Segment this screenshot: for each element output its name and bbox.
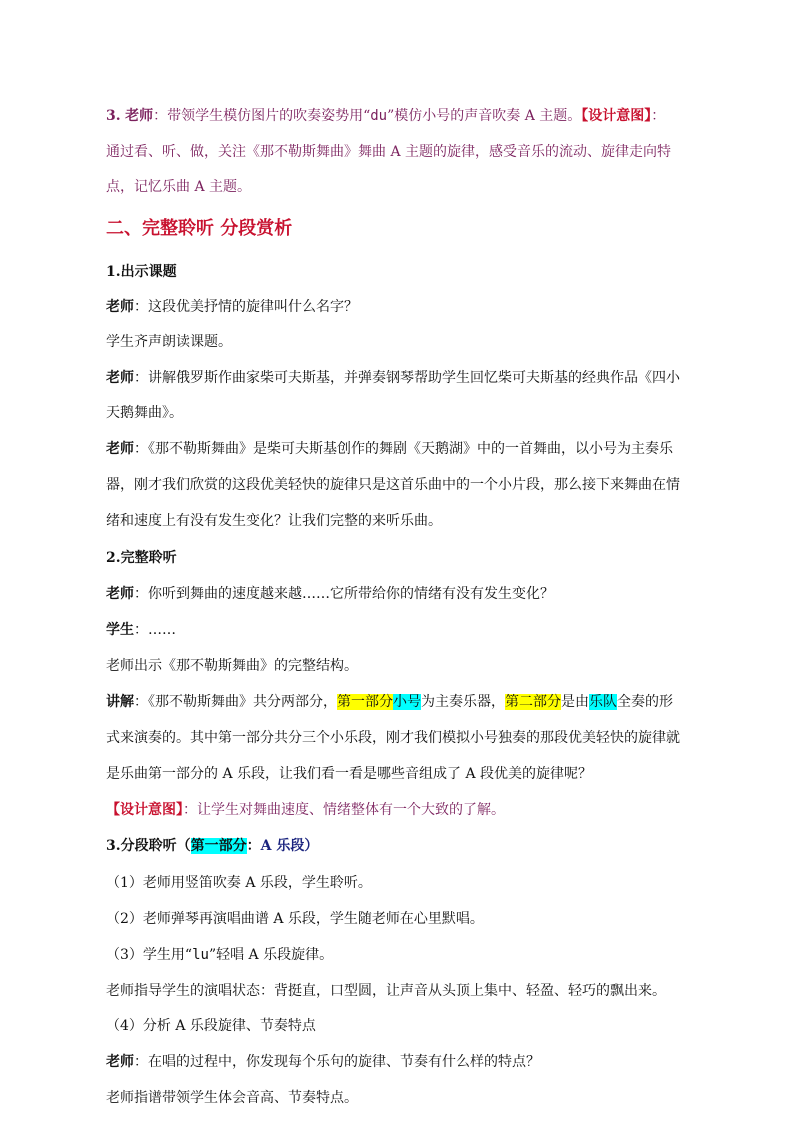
paragraph-line: 天鹅舞曲》。 bbox=[106, 405, 183, 421]
dialogue-line bbox=[106, 584, 696, 604]
dialogue-line bbox=[106, 297, 696, 317]
paragraph-line: 学生齐声朗读课题。 bbox=[106, 334, 232, 350]
subsection-text: 3.分段聆听（ bbox=[106, 838, 191, 854]
paragraph-line: 点，记忆乐曲 A 主题。 bbox=[106, 179, 252, 195]
paragraph-line: 式来演奏的。其中第一部分共分三个小乐段，刚才我们模拟小号独奏的那段优美轻快的旋律就 bbox=[106, 730, 680, 746]
dialogue-line bbox=[106, 439, 696, 459]
dialogue-text: ：…… bbox=[134, 622, 176, 638]
dialogue-line bbox=[106, 620, 696, 640]
dialogue-text: ：在唱的过程中，你发现每个乐句的旋律、节奏有什么样的特点？ bbox=[134, 1054, 540, 1070]
highlight-part-two: 第二部分 bbox=[505, 694, 561, 710]
speaker-label: 学生 bbox=[106, 622, 134, 638]
paragraph-line: 绪和速度上有没有发生变化？让我们完整的来听乐曲。 bbox=[106, 513, 442, 529]
paragraph-line: 通过看、听、做，关注《那不勒斯舞曲》舞曲 A 主题的旋律，感受音乐的流动、旋律走向特 bbox=[106, 144, 672, 160]
highlight-band: 乐队 bbox=[589, 694, 617, 710]
paragraph-line: 老师指导学生的演唱状态：背挺直，口型圆，让声音从头顶上集中、轻盈、轻巧的飘出来。 bbox=[106, 983, 666, 999]
dialogue-text: 是由 bbox=[561, 694, 589, 710]
highlight-trumpet: 小号 bbox=[393, 694, 421, 710]
list-item: （2）老师弹琴再演唱曲谱 A 乐段，学生随老师在心里默唱。 bbox=[106, 911, 484, 927]
design-intent-label: 【设计意图】 bbox=[581, 108, 652, 124]
list-item bbox=[106, 945, 696, 965]
design-intent-label: 【设计意图】 bbox=[106, 802, 183, 818]
dialogue-text: ：你听到舞曲的速度越来越……它所带给你的情绪有没有发生变化？ bbox=[134, 586, 554, 602]
paragraph-step3 bbox=[106, 106, 696, 126]
dialogue-text: ：讲解俄罗斯作曲家柴可夫斯基，并弹奏钢琴帮助学生回忆柴可夫斯基的经典作品《四小 bbox=[134, 370, 680, 386]
speaker-label: 讲解 bbox=[106, 694, 134, 710]
paragraph-text: ”模仿小号的声音吹奏 A 主题。 bbox=[387, 108, 582, 124]
design-intent-line bbox=[106, 800, 696, 820]
speaker-label: 老师 bbox=[106, 1054, 134, 1070]
paragraph-line: 老师出示《那不勒斯舞曲》的完整结构。 bbox=[106, 658, 358, 674]
speaker-label: 老师 bbox=[106, 370, 134, 386]
syllable-text: du bbox=[370, 108, 388, 124]
step-number: 3. bbox=[106, 108, 121, 124]
subsection-title: 2.完整聆听 bbox=[106, 550, 177, 566]
speaker-label: 老师 bbox=[106, 299, 134, 315]
dialogue-text: ：《那不勒斯舞曲》共分两部分， bbox=[134, 694, 337, 710]
speaker-label: 老师 bbox=[106, 441, 134, 457]
dialogue-text: ：《那不勒斯舞曲》是柴可夫斯基创作的舞剧《天鹅湖》中的一首舞曲，以小号为主奏乐 bbox=[134, 441, 673, 457]
paragraph-line: 是乐曲第一部分的 A 乐段，让我们看一看是哪些音组成了 A 段优美的旋律呢？ bbox=[106, 766, 593, 782]
subsection-text: A 乐段） bbox=[260, 838, 319, 854]
subsection-text: ： bbox=[246, 838, 261, 854]
list-item-text: （3）学生用“ bbox=[106, 947, 193, 963]
subsection-title: 1.出示课题 bbox=[106, 264, 177, 280]
speaker-label: 老师 bbox=[106, 586, 134, 602]
design-intent-text: ：让学生对舞曲速度、情绪整体有一个大致的了解。 bbox=[183, 802, 505, 818]
paragraph-line: 老师指谱带领学生体会音高、节奏特点。 bbox=[106, 1090, 358, 1106]
highlight-part-one: 第一部分 bbox=[190, 838, 247, 854]
speaker-label: 老师 bbox=[125, 108, 154, 124]
syllable-text: lu bbox=[192, 947, 209, 963]
dialogue-text: 全奏的形 bbox=[617, 694, 673, 710]
list-item-text: ”轻唱 A 乐段旋律。 bbox=[208, 947, 334, 963]
dialogue-text: 为主奏乐器， bbox=[421, 694, 505, 710]
list-item: （4）分析 A 乐段旋律、节奏特点 bbox=[106, 1018, 316, 1034]
dialogue-line bbox=[106, 692, 696, 712]
section-heading: 二、完整聆听 分段赏析 bbox=[106, 218, 293, 239]
paragraph-text: ：带领学生模仿图片的吹奏姿势用“ bbox=[153, 108, 371, 124]
paragraph-line: 器，刚才我们欣赏的这段优美轻快的旋律只是这首乐曲中的一个小片段，那么接下来舞曲在情 bbox=[106, 477, 680, 493]
dialogue-line bbox=[106, 368, 696, 388]
dialogue-text: ：这段优美抒情的旋律叫什么名字？ bbox=[134, 299, 358, 315]
highlight-part-one: 第一部分 bbox=[337, 694, 393, 710]
list-item: （1）老师用竖笛吹奏 A 乐段，学生聆听。 bbox=[106, 875, 372, 891]
dialogue-line bbox=[106, 1052, 696, 1072]
paragraph-text: ： bbox=[651, 108, 666, 124]
subsection-title bbox=[106, 836, 696, 856]
